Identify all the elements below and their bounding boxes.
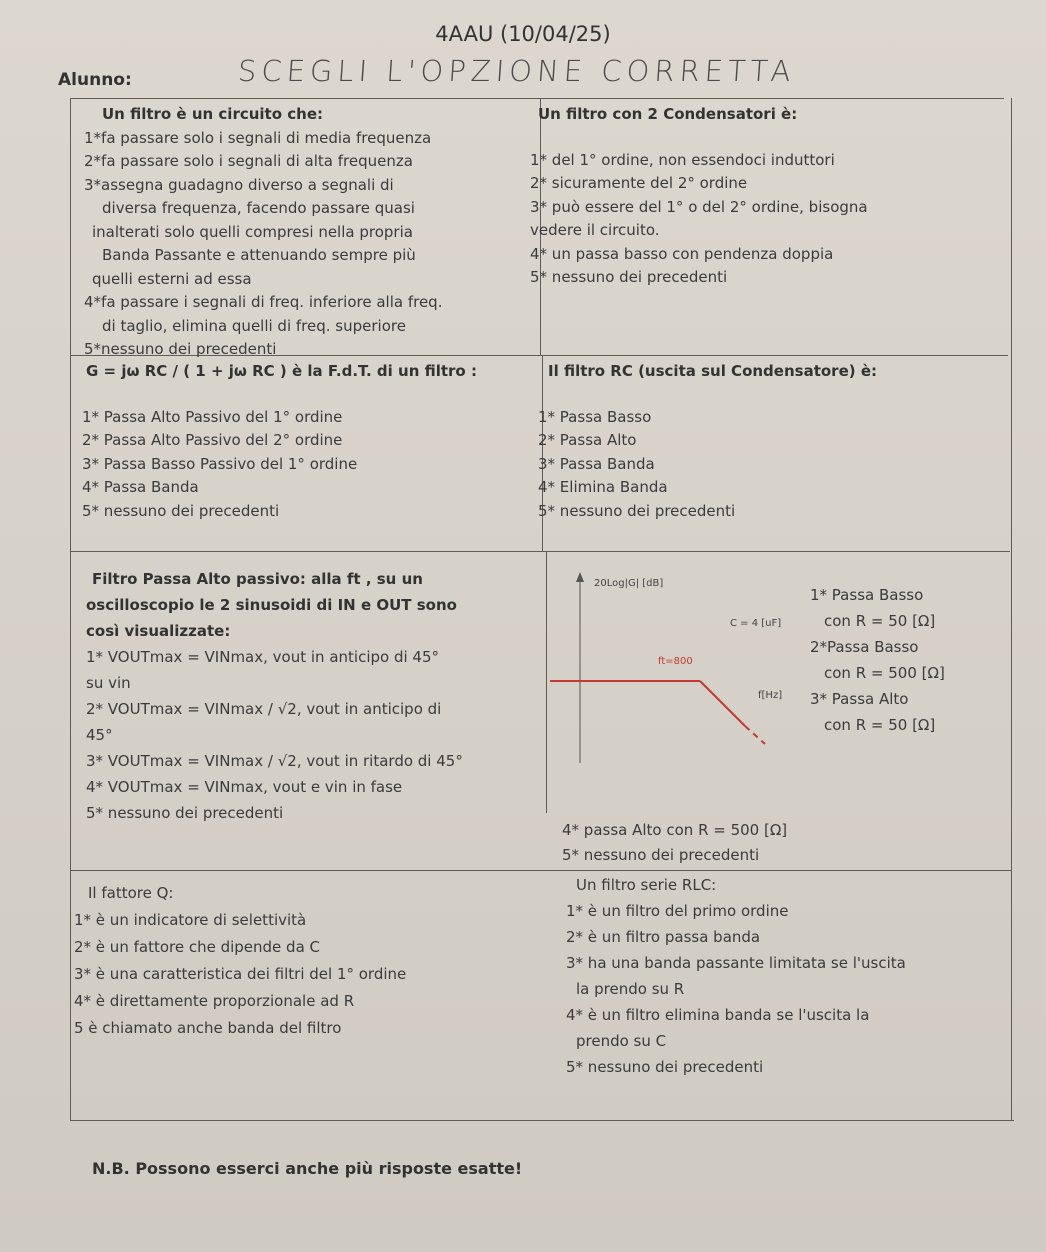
bode-cap-label: C = 4 [uF] <box>730 618 782 629</box>
q4-option-3[interactable]: 3* Passa Banda <box>538 454 655 473</box>
q6-option-3[interactable]: 3* Passa Alto <box>810 690 909 708</box>
question-3-text: G = jω RC / ( 1 + jω RC ) è la F.d.T. di un filtro : <box>86 362 477 380</box>
question-1 <box>84 103 442 362</box>
q7-option-4[interactable]: 4* è direttamente proporzionale ad R <box>74 992 355 1010</box>
q5-option-2[interactable]: 2* VOUTmax = VINmax / √2, vout in anticipo di <box>86 700 442 718</box>
row-divider-3 <box>70 870 1012 871</box>
q2-option-4[interactable]: 4* un passa basso con pendenza doppia <box>530 244 834 263</box>
student-label: Alunno: <box>58 70 132 90</box>
q1-option-3-line-3: inalterati solo quelli compresi nella propria <box>92 222 413 241</box>
question-7-text: Il fattore Q: <box>88 884 174 902</box>
q7-option-3[interactable]: 3* è una caratteristica dei filtri del 1° ordine <box>74 965 407 983</box>
question-5-line-2: oscilloscopio le 2 sinusoidi di IN e OUT sono <box>86 596 457 614</box>
q1-option-3-line-5: quelli esterni ad essa <box>92 269 252 288</box>
question-7 <box>74 880 406 1042</box>
q6-option-5[interactable]: 5* nessuno dei precedenti <box>562 846 760 864</box>
q1-option-2[interactable]: 2*fa passare solo i segnali di alta frequenza <box>84 152 413 170</box>
q6-option-2[interactable]: 2*Passa Basso <box>810 638 919 656</box>
q6-option-3-line-2: con R = 50 [Ω] <box>824 716 936 734</box>
bode-x-label: f[Hz] <box>758 690 783 701</box>
question-6-options-bottom <box>562 818 787 868</box>
q8-option-4-line-2: prendo su C <box>576 1032 667 1050</box>
question-5 <box>86 566 463 826</box>
q4-option-2[interactable]: 2* Passa Alto <box>538 431 637 449</box>
q3-option-2[interactable]: 2* Passa Alto Passivo del 2° ordine <box>82 431 343 449</box>
bode-y-arrow <box>576 572 584 582</box>
question-4-text: Il filtro RC (uscita sul Condensatore) è: <box>548 362 877 380</box>
table-left-border <box>70 98 71 1120</box>
q2-option-1[interactable]: 1* del 1° ordine, non essendoci induttori <box>530 150 835 169</box>
bode-plot <box>550 568 810 768</box>
q7-option-1[interactable]: 1* è un indicatore di selettività <box>74 911 307 929</box>
q3-option-4[interactable]: 4* Passa Banda <box>82 478 199 496</box>
col-divider-3 <box>546 551 547 813</box>
q8-option-3[interactable]: 3* ha una banda passante limitata se l'uscita <box>566 954 906 972</box>
q3-option-3[interactable]: 3* Passa Basso Passivo del 1° ordine <box>82 454 358 473</box>
q5-option-5[interactable]: 5* nessuno dei precedenti <box>86 804 284 822</box>
q4-option-4[interactable]: 4* Elimina Banda <box>538 478 668 496</box>
question-2 <box>530 103 868 290</box>
q3-option-1[interactable]: 1* Passa Alto Passivo del 1° ordine <box>82 407 343 426</box>
question-6-options <box>810 582 945 738</box>
question-8 <box>566 872 906 1080</box>
q1-option-4-line-2: di taglio, elimina quelli di freq. superiore <box>102 316 406 335</box>
q6-option-1[interactable]: 1* Passa Basso <box>810 586 924 604</box>
q8-option-2[interactable]: 2* è un filtro passa banda <box>566 928 761 946</box>
q1-option-5[interactable]: 5*nessuno dei precedenti <box>84 340 277 358</box>
q2-option-5[interactable]: 5* nessuno dei precedenti <box>530 268 728 286</box>
q2-option-2[interactable]: 2* sicuramente del 2° ordine <box>530 174 748 192</box>
q5-option-4[interactable]: 4* VOUTmax = VINmax, vout e vin in fase <box>86 778 403 796</box>
question-3 <box>82 360 477 523</box>
q6-option-2-line-2: con R = 500 [Ω] <box>824 664 945 682</box>
handwritten-instruction: SCEGLI L'OPZIONE CORRETTA <box>236 54 797 88</box>
question-2-text: Un filtro con 2 Condensatori è: <box>538 105 798 123</box>
q5-option-2-line-2: 45° <box>86 726 113 744</box>
question-4 <box>538 360 877 523</box>
table-top-border <box>70 98 1004 99</box>
q1-option-3[interactable]: 3*assegna guadagno diverso a segnali di <box>84 175 394 194</box>
bode-ft-label: ft=800 <box>658 656 693 667</box>
table-right-border <box>1011 98 1012 1120</box>
table-bottom-border <box>70 1120 1014 1121</box>
page-title: 4AAU (10/04/25) <box>435 22 611 46</box>
q7-option-5[interactable]: 5 è chiamato anche banda del filtro <box>74 1019 342 1037</box>
footer-note: N.B. Possono esserci anche più risposte esatte! <box>92 1159 523 1178</box>
q3-option-5[interactable]: 5* nessuno dei precedenti <box>82 501 280 520</box>
q1-option-3-line-4: Banda Passante e attenuando sempre più <box>102 246 416 264</box>
q4-option-1[interactable]: 1* Passa Basso <box>538 407 652 426</box>
bode-slope-dashed <box>745 726 765 744</box>
q8-option-5[interactable]: 5* nessuno dei precedenti <box>566 1058 764 1076</box>
bode-y-label: 20Log|G| [dB] <box>594 578 664 589</box>
q5-option-3[interactable]: 3* VOUTmax = VINmax / √2, vout in ritardo di 45° <box>86 752 463 770</box>
question-5-line-3: così visualizzate: <box>86 622 231 640</box>
question-5-line-1: Filtro Passa Alto passivo: alla ft , su un <box>92 570 423 588</box>
q1-option-3-line-2: diversa frequenza, facendo passare quasi <box>102 199 415 217</box>
question-8-text: Un filtro serie RLC: <box>576 876 717 894</box>
q7-option-2[interactable]: 2* è un fattore che dipende da C <box>74 938 321 956</box>
q8-option-1[interactable]: 1* è un filtro del primo ordine <box>566 902 789 920</box>
q6-option-4[interactable]: 4* passa Alto con R = 500 [Ω] <box>562 821 788 839</box>
q2-option-3[interactable]: 3* può essere del 1° o del 2° ordine, bisogna <box>530 197 868 216</box>
q4-option-5[interactable]: 5* nessuno dei precedenti <box>538 501 736 520</box>
q1-option-1[interactable]: 1*fa passare solo i segnali di media frequenza <box>84 128 432 147</box>
q8-option-4[interactable]: 4* è un filtro elimina banda se l'uscita la <box>566 1006 870 1024</box>
q5-option-1[interactable]: 1* VOUTmax = VINmax, vout in anticipo di 45° <box>86 648 439 666</box>
q2-option-3-line-2: vedere il circuito. <box>530 221 660 239</box>
question-1-text: Un filtro è un circuito che: <box>102 105 323 123</box>
q8-option-3-line-2: la prendo su R <box>576 980 685 998</box>
q1-option-4[interactable]: 4*fa passare i segnali di freq. inferiore alla freq. <box>84 293 443 311</box>
row-divider-2 <box>70 551 1010 552</box>
q6-option-1-line-2: con R = 50 [Ω] <box>824 612 936 630</box>
bode-slope-segment <box>700 681 745 726</box>
q5-option-1-line-2: su vin <box>86 674 131 692</box>
